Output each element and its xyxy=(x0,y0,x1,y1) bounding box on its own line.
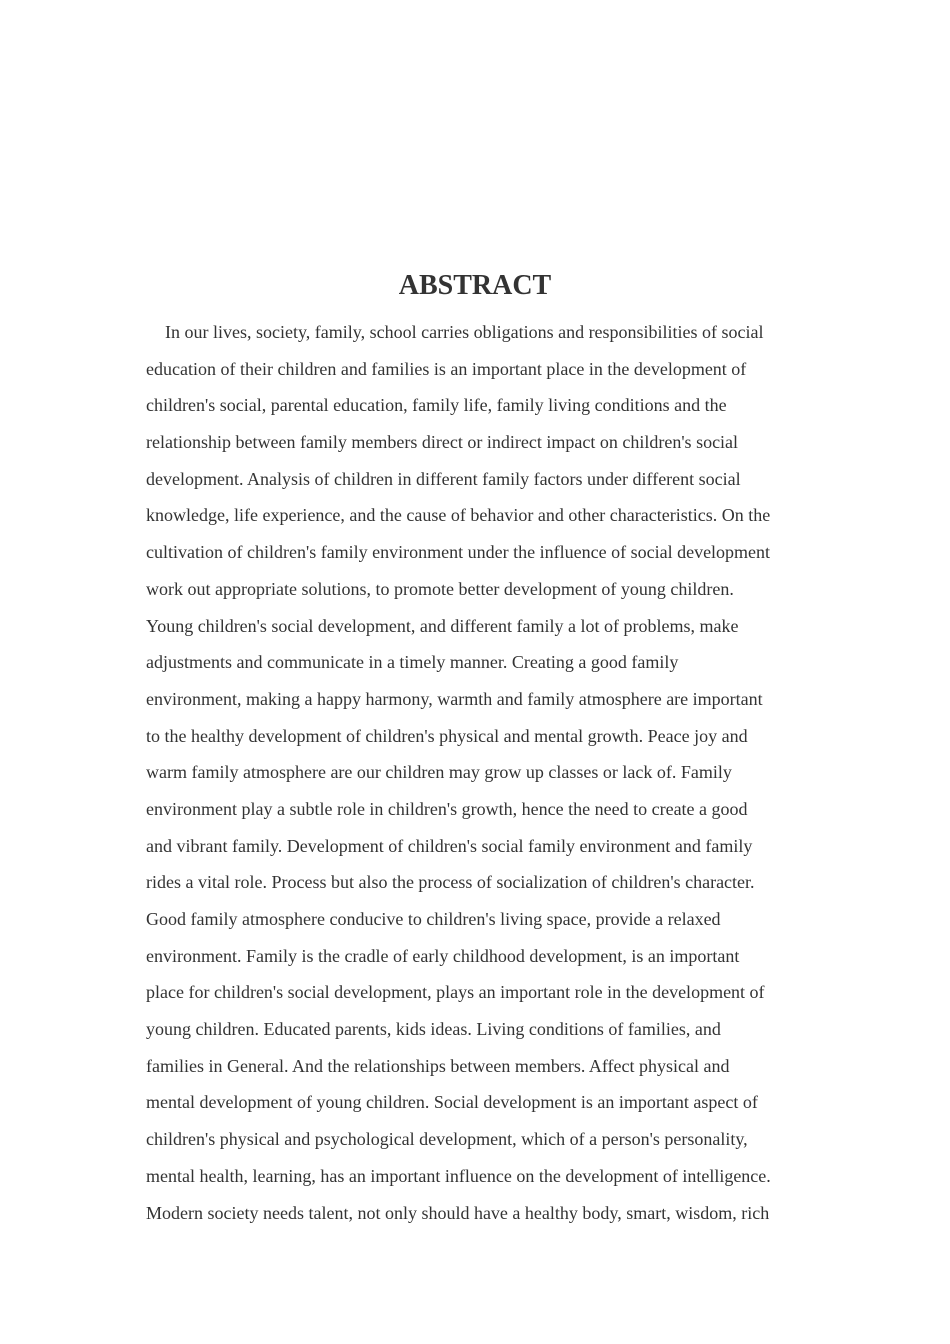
body-line: Young children's social development, and different family a lot of problems, make xyxy=(146,615,739,636)
body-line: relationship between family members direct or indirect impact on children's social xyxy=(146,432,739,453)
body-line: and vibrant family. Development of children's social family environment and family xyxy=(146,835,753,856)
body-line: to the healthy development of children's physical and mental growth. Peace joy and xyxy=(146,725,748,746)
abstract-title: ABSTRACT xyxy=(398,270,552,301)
body-line: knowledge, life experience, and the cause of behavior and other characteristics. On the xyxy=(146,505,771,526)
body-line: environment. Family is the cradle of early childhood development, is an important xyxy=(146,945,740,966)
body-line: mental development of young children. Social development is an important aspect of xyxy=(146,1092,758,1113)
abstract-body xyxy=(146,314,816,1231)
body-line: place for children's social development, plays an important role in the development of xyxy=(146,982,765,1003)
body-line: adjustments and communicate in a timely manner. Creating a good family xyxy=(146,652,679,673)
body-line: education of their children and families is an important place in the development of xyxy=(146,358,747,379)
body-line: mental health, learning, has an important influence on the development of intelligence. xyxy=(146,1165,771,1186)
body-line: environment play a subtle role in children's growth, hence the need to create a good xyxy=(146,798,748,819)
body-line: development. Analysis of children in different family factors under different social xyxy=(146,468,741,489)
body-line: environment, making a happy harmony, warmth and family atmosphere are important xyxy=(146,688,763,709)
body-line: children's social, parental education, family life, family living conditions and the xyxy=(146,395,727,416)
body-line: cultivation of children's family environment under the influence of social development xyxy=(146,542,771,563)
body-line: work out appropriate solutions, to promote better development of young children. xyxy=(146,578,734,599)
body-line: rides a vital role. Process but also the process of socialization of children's character. xyxy=(146,872,755,893)
body-line: In our lives, society, family, school carries obligations and responsibilities of social xyxy=(165,322,764,342)
body-line: Modern society needs talent, not only should have a healthy body, smart, wisdom, rich xyxy=(146,1202,770,1223)
body-line: young children. Educated parents, kids ideas. Living conditions of families, and xyxy=(146,1019,721,1040)
body-line: Good family atmosphere conducive to children's living space, provide a relaxed xyxy=(146,909,721,929)
body-line: children's physical and psychological development, which of a person's personality, xyxy=(146,1129,748,1150)
body-line: families in General. And the relationships between members. Affect physical and xyxy=(146,1055,730,1076)
body-line: warm family atmosphere are our children may grow up classes or lack of. Family xyxy=(146,762,732,783)
